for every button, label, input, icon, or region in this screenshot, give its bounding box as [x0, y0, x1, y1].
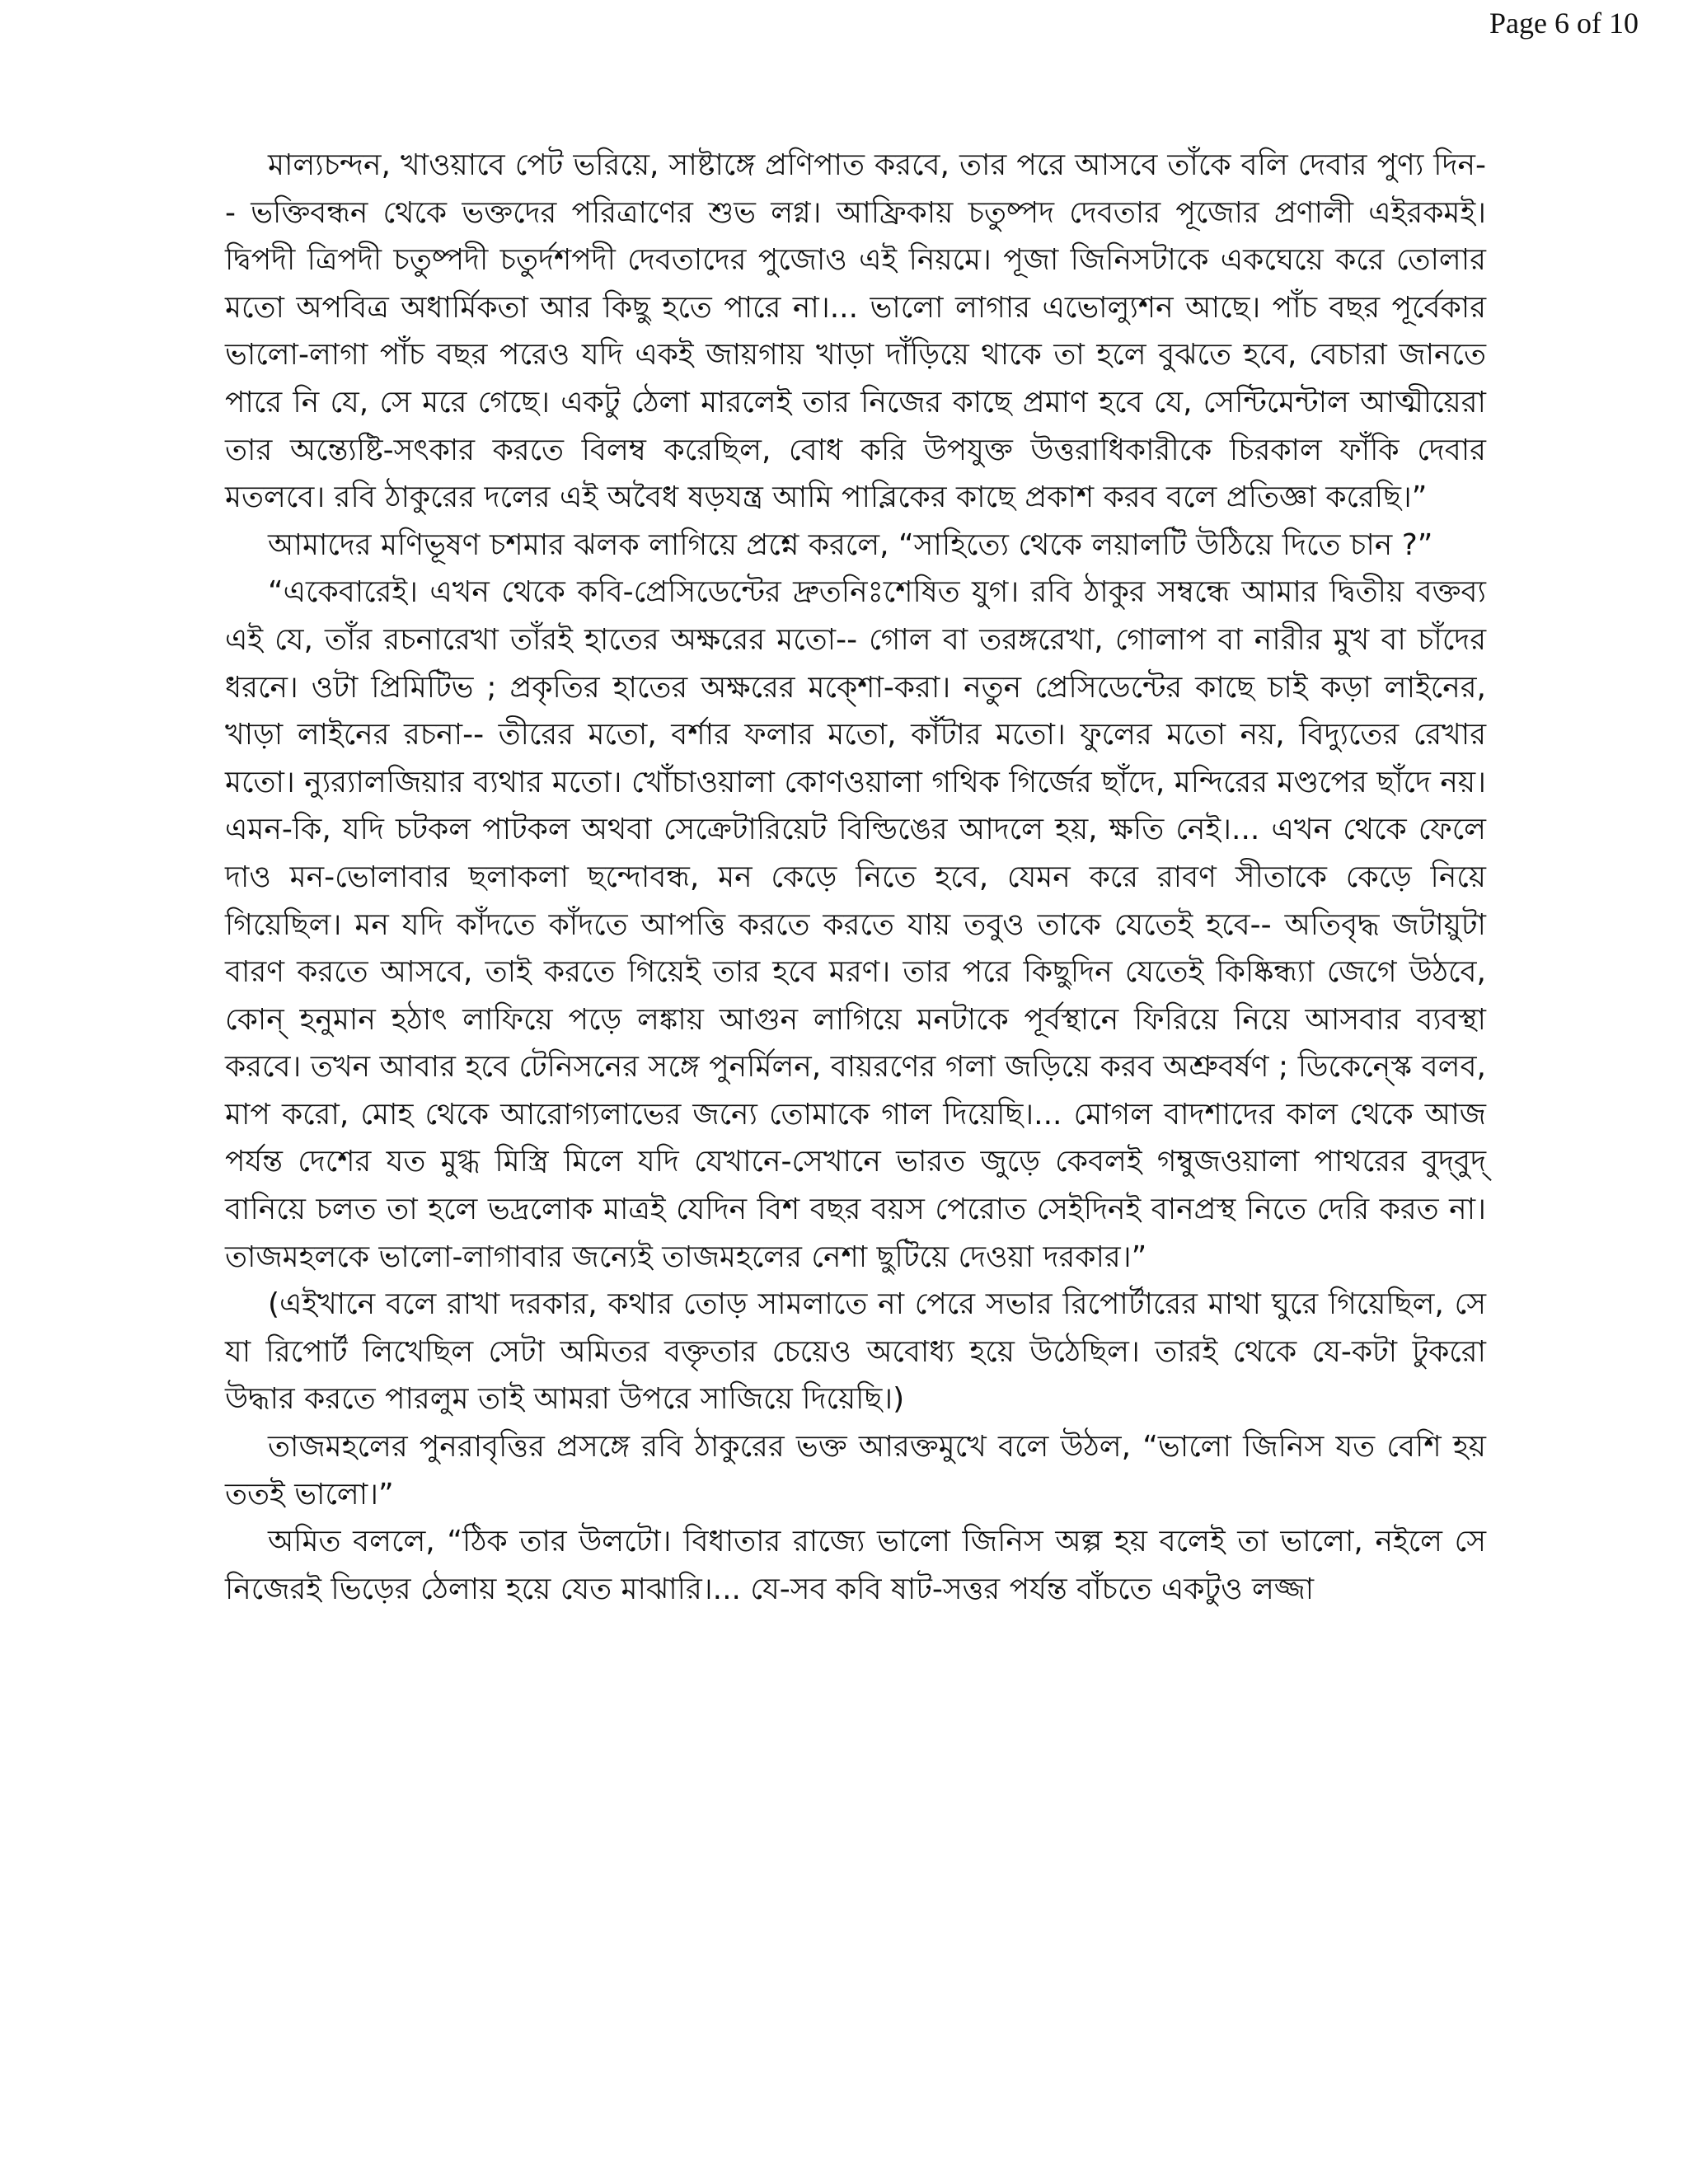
- paragraph: আমাদের মণিভূষণ চশমার ঝলক লাগিয়ে প্রশ্নে করলে, “সাহিত্যে থেকে লয়ালটি উঠিয়ে দিতে চান ?”: [268, 527, 1433, 562]
- page-number: Page 6 of 10: [1489, 7, 1639, 40]
- paragraph: (এইখানে বলে রাখা দরকার, কথার তোড় সামলাতে না পেরে সভার রিপোর্টারের মাথা ঘুরে গিয়েছিল, সে যা রিপোর্ট লিখেছিল সেটা অমিতর বক্তৃতার চেয়েও অবোধ্য হয়ে উঠেছিল। তারই থেকে যে-কটা টুকরো উদ্ধার করতে পারলুম তাই আমরা উপরে সাজিয়ে দিয়েছি।): [225, 1287, 1486, 1417]
- paragraph: অমিত বললে, “ঠিক তার উলটো। বিধাতার রাজ্যে ভালো জিনিস অল্প হয় বলেই তা ভালো, নইলে সে নিজেরই ভিড়ের ঠেলায় হয়ে যেত মাঝারি।... যে-সব কবি ষাট-সত্তর পর্যন্ত বাঁচতে একটুও লজ্জা: [225, 1525, 1486, 1606]
- document-body: [225, 142, 1486, 1613]
- paragraph: তাজমহলের পুনরাবৃত্তির প্রসঙ্গে রবি ঠাকুরের ভক্ত আরক্তমুখে বলে উঠল, “ভালো জিনিস যত বেশি হয় ততই ভালো।”: [225, 1430, 1486, 1511]
- paragraph: “একেবারেই। এখন থেকে কবি-প্রেসিডেন্টের দ্রুতনিঃশেষিত যুগ। রবি ঠাকুর সম্বন্ধে আমার দ্বিতীয় বক্তব্য এই যে, তাঁর রচনারেখা তাঁরই হাতের অক্ষরের মতো-- গোল বা তরঙ্গরেখা, গোলাপ বা নারীর মুখ বা চাঁদের ধরনে। ওটা প্রিমিটিভ ; প্রকৃতির হাতের অক্ষরের মক্শো-করা। নতুন প্রেসিডেন্টের কাছে চাই কড়া লাইনের, খাড়া লাইনের রচনা-- তীরের মতো, বর্শার ফলার মতো, কাঁটার মতো। ফুলের মতো নয়, বিদ্যুতের রেখার মতো। ন্যুর‍্যালজিয়ার ব্যথার মতো। খোঁচাওয়ালা কোণওয়ালা গথিক গির্জের ছাঁদে, মন্দিরের মণ্ডপের ছাঁদে নয়। এমন-কি, যদি চটকল পাটকল অথবা সেক্রেটারিয়েট বিল্ডিঙের আদলে হয়, ক্ষতি নেই।... এখন থেকে ফেলে দাও মন-ভোলাবার ছলাকলা ছন্দোবন্ধ, মন কেড়ে নিতে হবে, যেমন করে রাবণ সীতাকে কেড়ে নিয়ে গিয়েছিল। মন যদি কাঁদতে কাঁদতে আপত্তি করতে করতে যায় তবুও তাকে যেতেই হবে-- অতিবৃদ্ধ জটায়ুটা বারণ করতে আসবে, তাই করতে গিয়েই তার হবে মরণ। তার পরে কিছুদিন যেতেই কিষ্কিন্ধ্যা জেগে উঠবে, কোন্ হনুমান হঠাৎ লাফিয়ে পড়ে লঙ্কায় আগুন লাগিয়ে মনটাকে পূর্বস্থানে ফিরিয়ে নিয়ে আসবার ব্যবস্থা করবে। তখন আবার হবে টেনিসনের সঙ্গে পুনর্মিলন, বায়রণের গলা জড়িয়ে করব অশ্রুবর্ষণ ; ডিকেন্স্কে বলব, মাপ করো, মোহ থেকে আরোগ্যলাভের জন্যে তোমাকে গাল দিয়েছি।... মোগল বাদশাদের কাল থেকে আজ পর্যন্ত দেশের যত মুগ্ধ মিস্ত্রি মিলে যদি যেখানে-সেখানে ভারত জুড়ে কেবলই গম্বুজওয়ালা পাথরের বুদ্‌বুদ্ বানিয়ে চলত তা হলে ভদ্রলোক মাত্রই যেদিন বিশ বছর বয়স পেরোত সেইদিনই বানপ্রস্থ নিতে দেরি করত না। তাজমহলকে ভালো-লাগাবার জন্যেই তাজমহলের নেশা ছুটিয়ে দেওয়া দরকার।”: [225, 575, 1486, 1274]
- paragraph: মাল্যচন্দন, খাওয়াবে পেট ভরিয়ে, সাষ্টাঙ্গে প্রণিপাত করবে, তার পরে আসবে তাঁকে বলি দেবার পুণ্য দিন-- ভক্তিবন্ধন থেকে ভক্তদের পরিত্রাণের শুভ লগ্ন। আফ্রিকায় চতুষ্পদ দেবতার পূজোর প্রণালী এইরকমই। দ্বিপদী ত্রিপদী চতুষ্পদী চতুর্দশপদী দেবতাদের পুজোও এই নিয়মে। পূজা জিনিসটাকে একঘেয়ে করে তোলার মতো অপবিত্র অধার্মিকতা আর কিছু হতে পারে না।... ভালো লাগার এভোল্যুশন আছে। পাঁচ বছর পূর্বেকার ভালো-লাগা পাঁচ বছর পরেও যদি একই জায়গায় খাড়া দাঁড়িয়ে থাকে তা হলে বুঝতে হবে, বেচারা জানতে পারে নি যে, সে মরে গেছে। একটু ঠেলা মারলেই তার নিজের কাছে প্রমাণ হবে যে, সেন্টিমেন্টাল আত্মীয়েরা তার অন্ত্যেষ্টি-সৎকার করতে বিলম্ব করেছিল, বোধ করি উপযুক্ত উত্তরাধিকারীকে চিরকাল ফাঁকি দেবার মতলবে। রবি ঠাকুরের দলের এই অবৈধ ষড়যন্ত্র আমি পাব্লিকের কাছে প্রকাশ করব বলে প্রতিজ্ঞা করেছি।”: [225, 148, 1486, 515]
